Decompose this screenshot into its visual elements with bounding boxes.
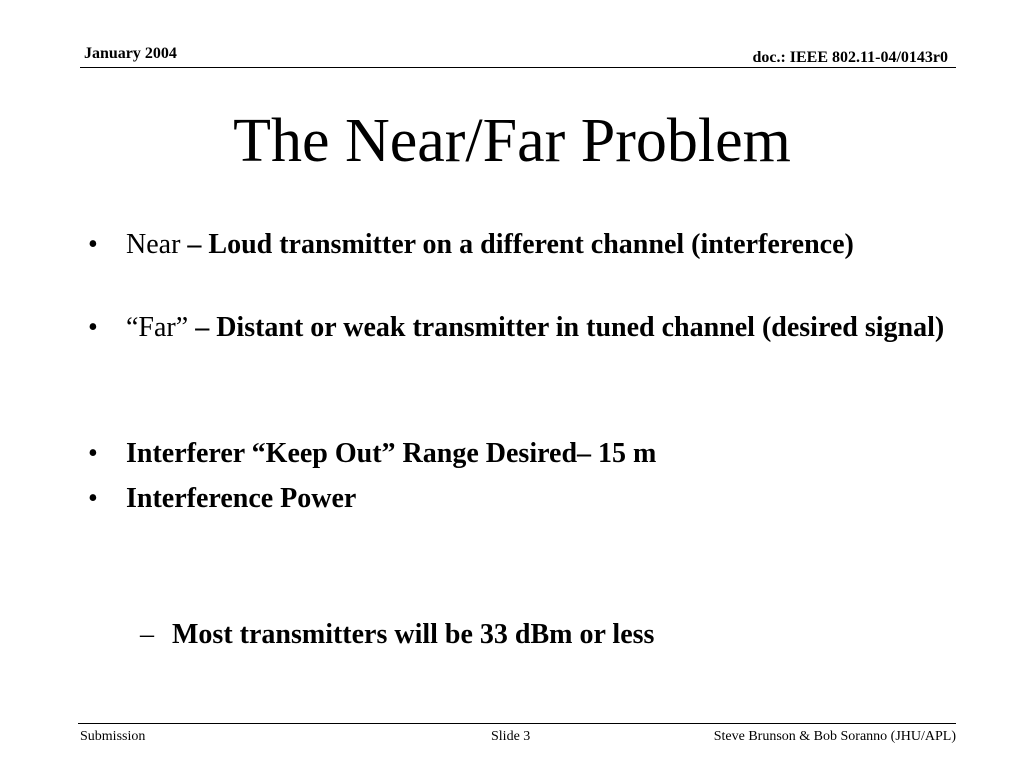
slide-title: The Near/Far Problem (233, 107, 791, 175)
bullet-item-keep-out (88, 435, 948, 473)
bullet-item-near (88, 226, 948, 264)
bullet-bold: Interferer “Keep Out” Range Desired– 15 m (126, 438, 657, 469)
sub-bullet-marker: – (140, 619, 154, 650)
sub-bullet-text: Most transmitters will be 33 dBm or less (172, 619, 655, 650)
bullet-bold: – Loud transmitter on a different channel (interference) (187, 229, 854, 260)
sub-bullet-item (140, 616, 940, 654)
bullet-bold: – Distant or weak transmitter in tuned channel (desired signal) (195, 312, 945, 343)
header-doc-id: doc.: IEEE 802.11-04/0143r0 (752, 49, 948, 66)
bullet-marker: • (88, 483, 98, 514)
bullet-marker: • (88, 312, 98, 343)
bullet-item-interference-power (88, 480, 948, 518)
footer-authors: Steve Brunson & Bob Soranno (JHU/APL) (713, 729, 956, 744)
bullet-text (126, 309, 948, 347)
bullet-lead: Near (126, 229, 188, 260)
bullet-lead: “Far” (126, 312, 196, 343)
bullet-marker: • (88, 438, 98, 469)
footer-slide-number: Slide 3 (491, 729, 531, 744)
footer-submission: Submission (80, 729, 146, 744)
bullet-text (126, 480, 948, 518)
header-date: January 2004 (84, 45, 177, 62)
bullet-marker: • (88, 229, 98, 260)
bullet-item-far (88, 309, 948, 347)
bullet-text (126, 226, 948, 264)
bullet-text (126, 435, 948, 473)
footer-divider (78, 723, 956, 724)
header-divider (80, 67, 956, 68)
bullet-bold: Interference Power (126, 483, 357, 514)
